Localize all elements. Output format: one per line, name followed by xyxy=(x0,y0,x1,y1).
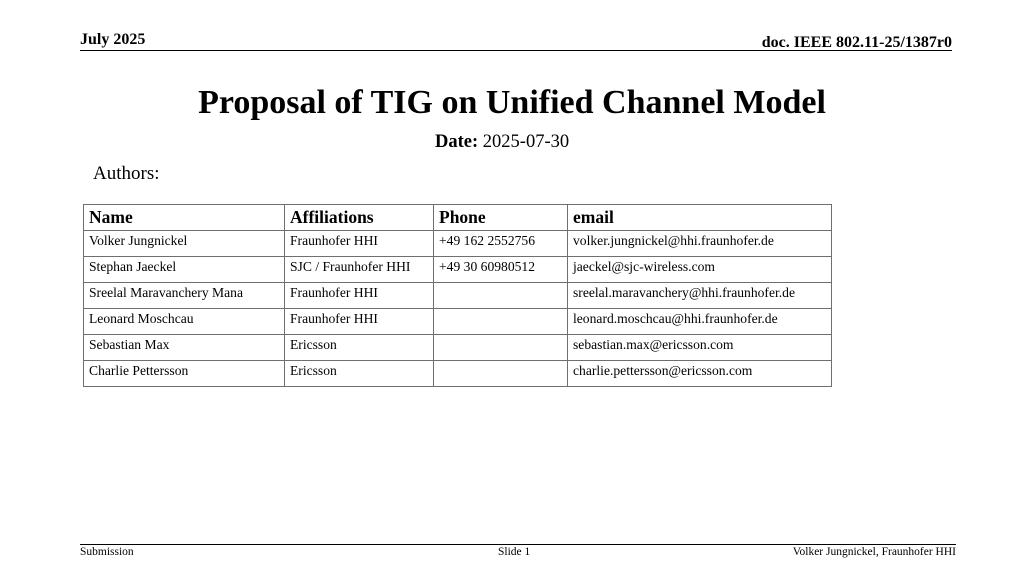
date-label: Date: xyxy=(435,132,479,152)
author-phone xyxy=(434,335,568,361)
footer-slide-number: Slide 1 xyxy=(498,546,531,558)
table-row xyxy=(84,335,832,361)
author-name: Volker Jungnickel xyxy=(84,231,285,257)
header-date: July 2025 xyxy=(80,31,146,48)
footer-submission: Submission xyxy=(80,546,134,558)
author-affiliation: Ericsson xyxy=(285,335,434,361)
column-header-name: Name xyxy=(84,205,285,231)
table-header-row xyxy=(84,205,832,231)
author-affiliation: Fraunhofer HHI xyxy=(285,309,434,335)
author-affiliation: Fraunhofer HHI xyxy=(285,283,434,309)
table-row xyxy=(84,283,832,309)
author-phone xyxy=(434,283,568,309)
author-name: Sreelal Maravanchery Mana xyxy=(84,283,285,309)
date-value: 2025-07-30 xyxy=(482,132,570,152)
column-header-email: email xyxy=(568,205,832,231)
author-phone xyxy=(434,309,568,335)
author-phone: +49 30 60980512 xyxy=(434,257,568,283)
author-affiliation: Fraunhofer HHI xyxy=(285,231,434,257)
author-email: jaeckel@sjc-wireless.com xyxy=(568,257,832,283)
author-phone: +49 162 2552756 xyxy=(434,231,568,257)
author-email: sreelal.maravanchery@hhi.fraunhofer.de xyxy=(568,283,832,309)
authors-label: Authors: xyxy=(93,163,160,184)
author-name: Sebastian Max xyxy=(84,335,285,361)
authors-table xyxy=(83,204,832,387)
column-header-phone: Phone xyxy=(434,205,568,231)
author-phone xyxy=(434,361,568,387)
date-line xyxy=(435,130,569,154)
author-name: Stephan Jaeckel xyxy=(84,257,285,283)
table-row xyxy=(84,309,832,335)
footer-author: Volker Jungnickel, Fraunhofer HHI xyxy=(792,546,956,558)
table-row xyxy=(84,257,832,283)
author-name: Charlie Pettersson xyxy=(84,361,285,387)
author-email: charlie.pettersson@ericsson.com xyxy=(568,361,832,387)
header-divider xyxy=(80,50,952,51)
author-email: sebastian.max@ericsson.com xyxy=(568,335,832,361)
table-row xyxy=(84,231,832,257)
author-name: Leonard Moschcau xyxy=(84,309,285,335)
column-header-affiliations: Affiliations xyxy=(285,205,434,231)
author-affiliation: Ericsson xyxy=(285,361,434,387)
author-email: volker.jungnickel@hhi.fraunhofer.de xyxy=(568,231,832,257)
table-row xyxy=(84,361,832,387)
author-email: leonard.moschcau@hhi.fraunhofer.de xyxy=(568,309,832,335)
page-title: Proposal of TIG on Unified Channel Model xyxy=(198,84,826,121)
header-doc-id: doc. IEEE 802.11-25/1387r0 xyxy=(761,34,952,51)
author-affiliation: SJC / Fraunhofer HHI xyxy=(285,257,434,283)
